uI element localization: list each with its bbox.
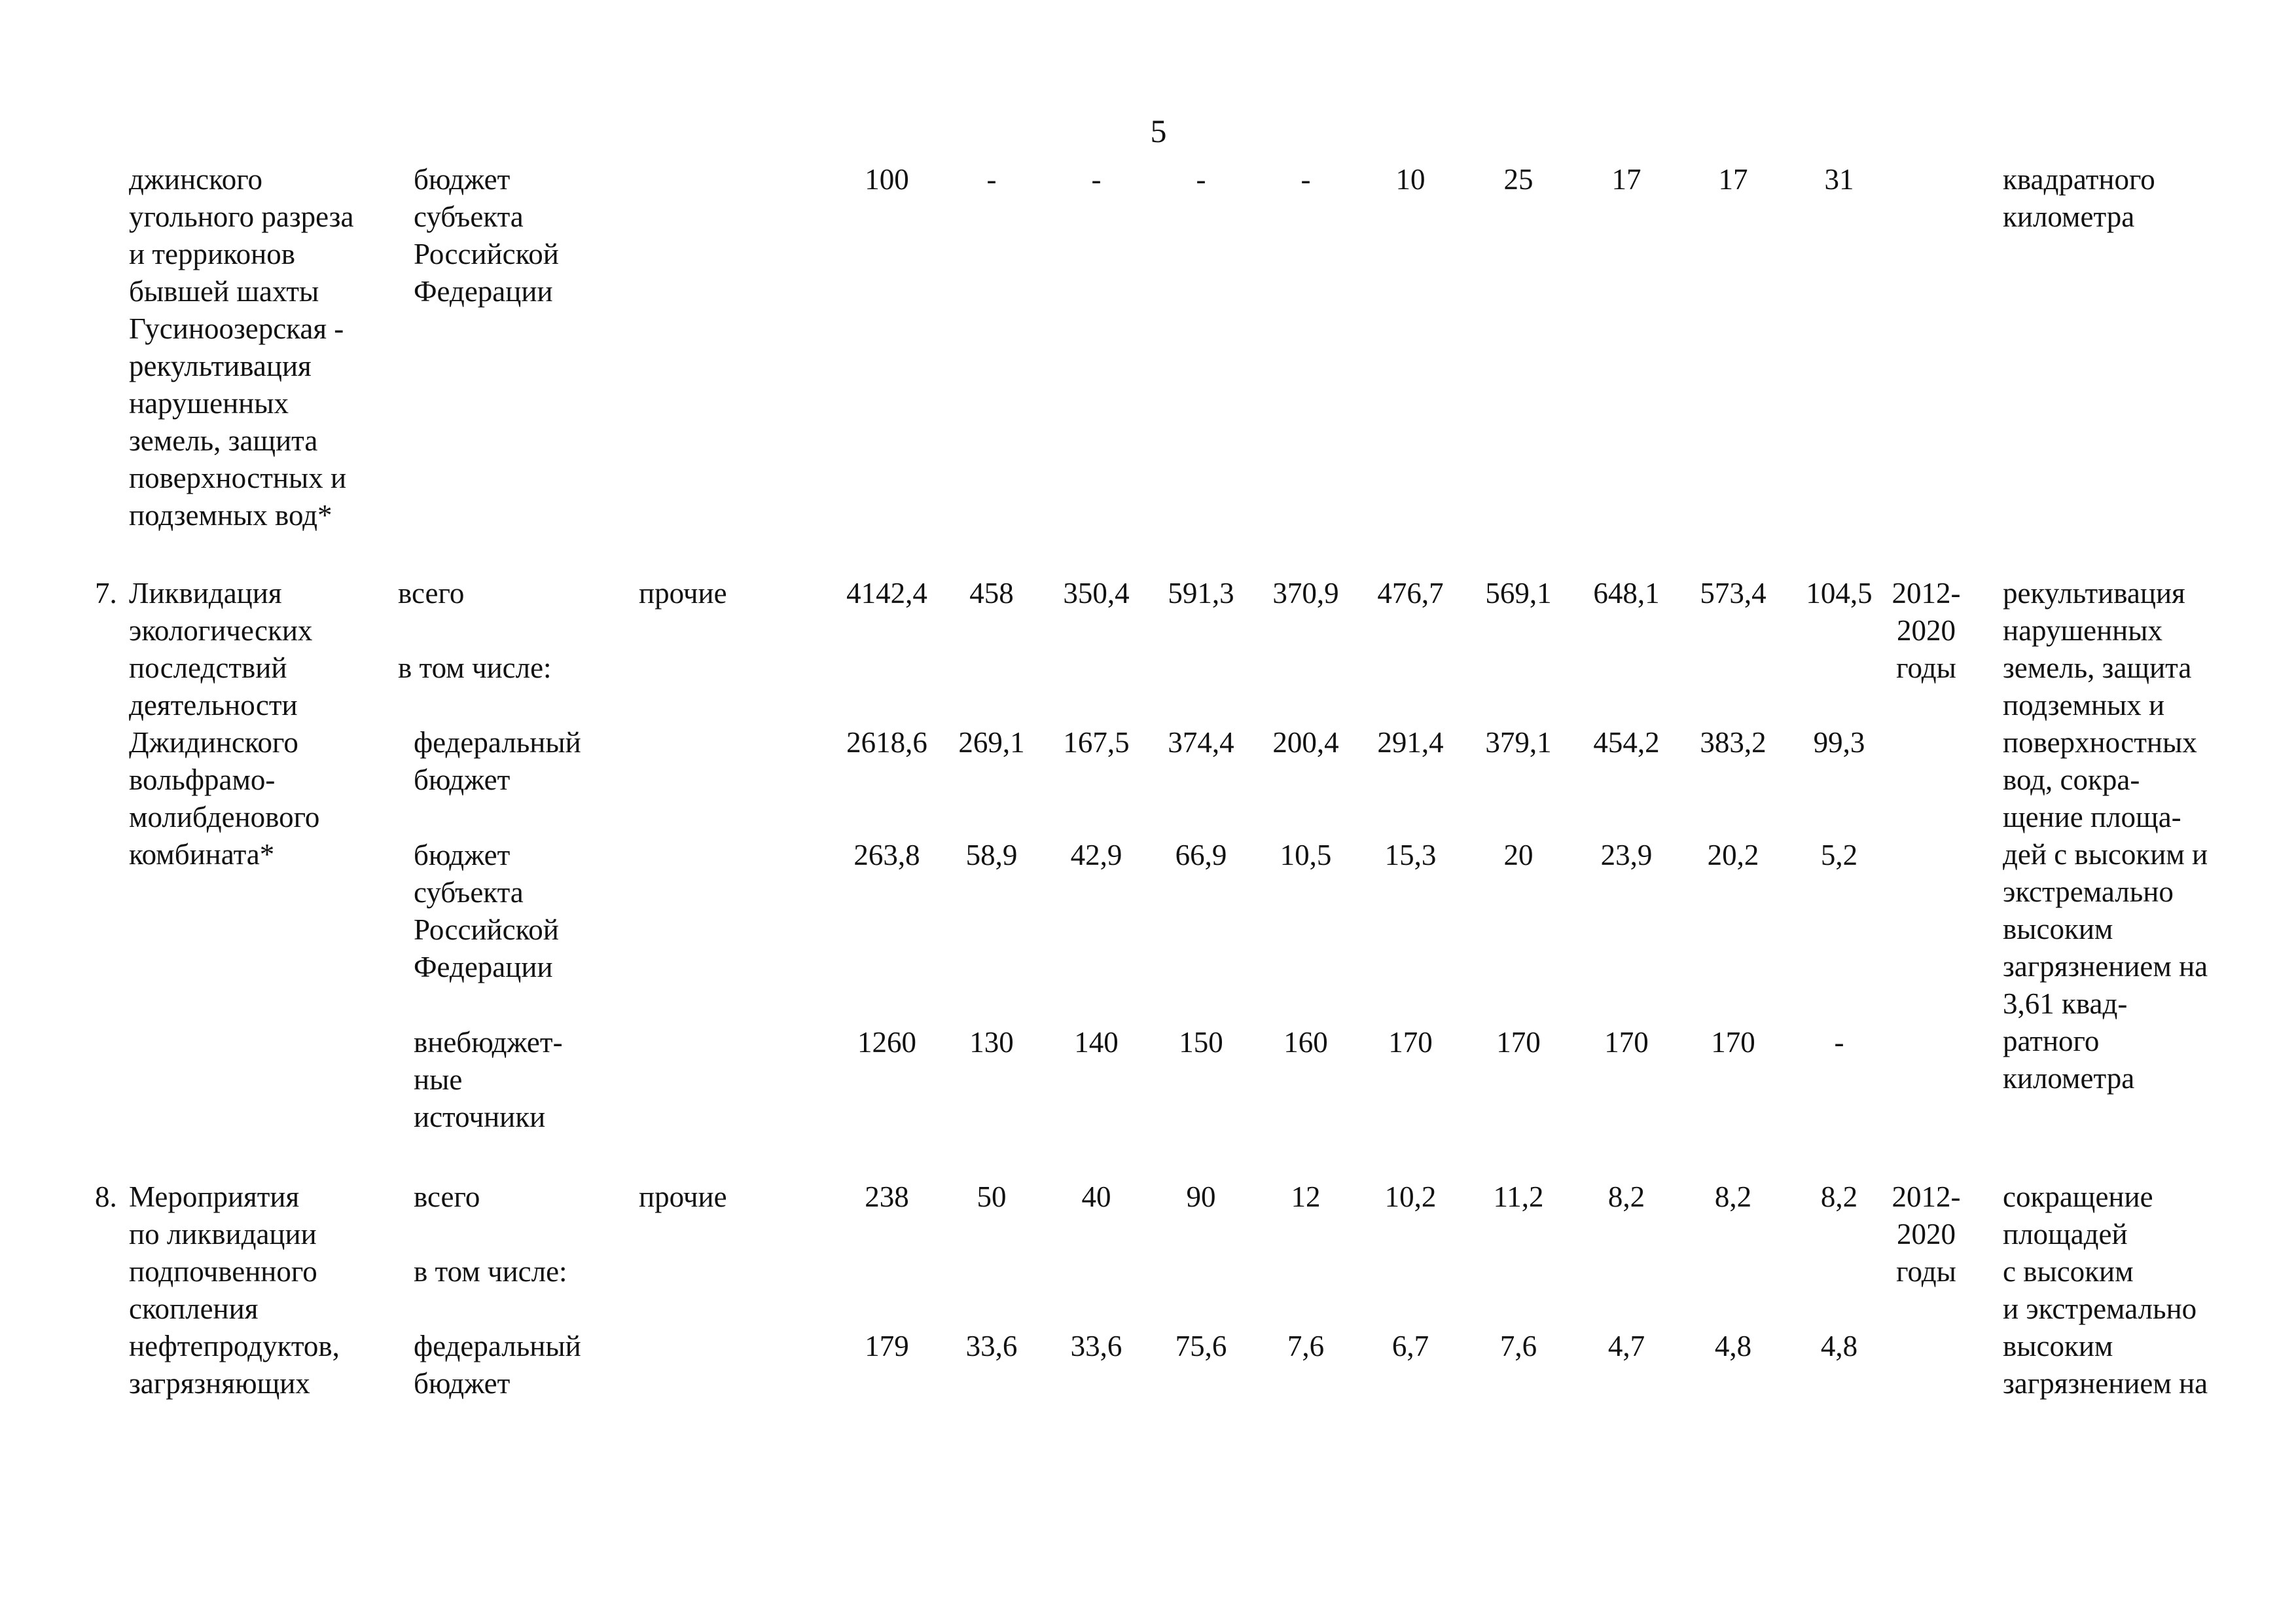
value-cell: 15,3: [1384, 839, 1437, 871]
item7-result: рекультивация нарушенных земель, защита подземных и поверхностных вод, сокра- щение площа- дей с высоким и экстремально высоким загрязнением на 3,61 квад- ратного километра: [2003, 577, 2208, 1095]
continuation-source: бюджет субъекта Российской Федерации: [414, 163, 559, 308]
value-cell: 8,2: [1714, 1180, 1752, 1213]
value-cell: 1260: [857, 1026, 916, 1059]
item7-period: 2012- 2020 годы: [1892, 577, 1961, 684]
value-cell: 454,2: [1593, 726, 1660, 759]
value-cell: -: [986, 163, 997, 196]
value-cell: 58,9: [965, 839, 1018, 871]
value-cell: -: [1834, 1026, 1844, 1059]
value-cell: 99,3: [1813, 726, 1865, 759]
value-cell: 10,5: [1280, 839, 1332, 871]
value-cell: 269,1: [958, 726, 1025, 759]
item8-number: 8.: [95, 1180, 117, 1213]
value-cell: 350,4: [1063, 577, 1130, 610]
item7-type: прочие: [639, 577, 727, 610]
value-cell: 23,9: [1600, 839, 1653, 871]
value-cell: 150: [1179, 1026, 1223, 1059]
value-cell: 383,2: [1700, 726, 1767, 759]
item8-federal-label: федеральный бюджет: [414, 1330, 581, 1400]
value-cell: 7,6: [1499, 1330, 1537, 1362]
item7-total-label: всего: [398, 577, 465, 610]
value-cell: 75,6: [1175, 1330, 1227, 1362]
value-cell: 12: [1291, 1180, 1321, 1213]
value-cell: 238: [865, 1180, 909, 1213]
value-cell: 17: [1611, 163, 1641, 196]
item7-number: 7.: [95, 577, 117, 610]
value-cell: 10: [1395, 163, 1426, 196]
value-cell: 20: [1503, 839, 1534, 871]
value-cell: 11,2: [1493, 1180, 1544, 1213]
item7-federal-label: федеральный бюджет: [414, 726, 581, 796]
value-cell: 31: [1824, 163, 1854, 196]
value-cell: 263,8: [853, 839, 920, 871]
value-cell: -: [1300, 163, 1311, 196]
value-cell: 17: [1718, 163, 1748, 196]
item8-including-label: в том числе:: [414, 1255, 567, 1288]
value-cell: 648,1: [1593, 577, 1660, 610]
value-cell: 6,7: [1391, 1330, 1429, 1362]
value-cell: 7,6: [1287, 1330, 1325, 1362]
value-cell: 50: [977, 1180, 1007, 1213]
value-cell: 569,1: [1485, 577, 1552, 610]
value-cell: 33,6: [1070, 1330, 1122, 1362]
value-cell: 170: [1388, 1026, 1433, 1059]
value-cell: 4,7: [1607, 1330, 1645, 1362]
value-cell: 179: [865, 1330, 909, 1362]
item8-result: сокращение площадей с высоким и экстремально высоким загрязнением на: [2003, 1180, 2208, 1400]
value-cell: 160: [1283, 1026, 1328, 1059]
value-cell: 10,2: [1384, 1180, 1437, 1213]
item7-including-label: в том числе:: [398, 651, 552, 684]
value-cell: -: [1091, 163, 1102, 196]
value-cell: 5,2: [1820, 839, 1858, 871]
item8-type: прочие: [639, 1180, 727, 1213]
value-cell: 170: [1496, 1026, 1541, 1059]
value-cell: 25: [1503, 163, 1534, 196]
continuation-name: джинского угольного разреза и терриконов бывшей шахты Гусиноозерская - рекультивация нарушенных земель, защита поверхностных и подземных вод*: [129, 163, 354, 532]
value-cell: 4,8: [1714, 1330, 1752, 1362]
item8-period: 2012- 2020 годы: [1892, 1180, 1961, 1288]
value-cell: 130: [969, 1026, 1014, 1059]
item7-name: Ликвидация экологических последствий деятельности Джидинского вольфрамо- молибденового комбината*: [129, 577, 320, 871]
item8-total-label: всего: [414, 1180, 480, 1213]
value-cell: 140: [1074, 1026, 1119, 1059]
value-cell: 8,2: [1607, 1180, 1645, 1213]
value-cell: 4142,4: [846, 577, 927, 610]
value-cell: 104,5: [1806, 577, 1873, 610]
value-cell: 90: [1186, 1180, 1216, 1213]
page-number: 5: [1150, 113, 1167, 149]
value-cell: 591,3: [1168, 577, 1234, 610]
value-cell: 33,6: [965, 1330, 1018, 1362]
value-cell: 40: [1081, 1180, 1111, 1213]
value-cell: 291,4: [1377, 726, 1444, 759]
value-cell: -: [1196, 163, 1206, 196]
value-cell: 458: [969, 577, 1014, 610]
value-cell: 379,1: [1485, 726, 1552, 759]
value-cell: 170: [1711, 1026, 1755, 1059]
value-cell: 167,5: [1063, 726, 1130, 759]
continuation-result: квадратного километра: [2003, 163, 2155, 233]
value-cell: 2618,6: [846, 726, 927, 759]
value-cell: 100: [865, 163, 909, 196]
value-cell: 8,2: [1820, 1180, 1858, 1213]
value-cell: 4,8: [1820, 1330, 1858, 1362]
item7-offbudget-label: внебюджет- ные источники: [414, 1026, 563, 1133]
item8-name: Мероприятия по ликвидации подпочвенного скопления нефтепродуктов, загрязняющих: [129, 1180, 340, 1400]
item7-regional-label: бюджет субъекта Российской Федерации: [414, 839, 559, 983]
value-cell: 66,9: [1175, 839, 1227, 871]
value-cell: 200,4: [1272, 726, 1339, 759]
value-cell: 20,2: [1707, 839, 1759, 871]
value-cell: 476,7: [1377, 577, 1444, 610]
value-cell: 374,4: [1168, 726, 1234, 759]
value-cell: 42,9: [1070, 839, 1122, 871]
value-cell: 573,4: [1700, 577, 1767, 610]
value-cell: 370,9: [1272, 577, 1339, 610]
value-cell: 170: [1604, 1026, 1649, 1059]
